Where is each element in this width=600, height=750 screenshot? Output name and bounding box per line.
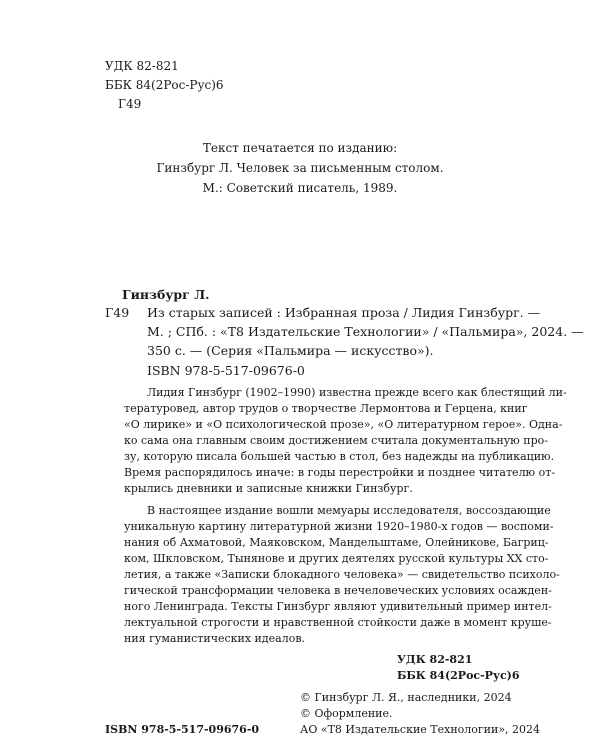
bbk-code: ББК 84(2Рос-Рус)6: [105, 78, 224, 92]
source-note-line-3: М.: Советский писатель, 1989.: [202, 181, 398, 195]
annotation-line: зу, которую писала большей частью в стол, без надежды на публикацию.: [124, 450, 555, 463]
bib-line-1: Из старых записей : Избранная проза / Лидия Гинзбург. —: [147, 305, 541, 320]
annotation-line: ния гуманистических идеалов.: [124, 632, 306, 645]
copyright-line-1: © Гинзбург Л. Я., наследники, 2024: [300, 691, 512, 704]
annotation-line: летия, а также «Записки блокадного человека» — свидетельство психоло-: [124, 568, 560, 581]
copyright-line-3: АО «Т8 Издательские Технологии», 2024: [300, 723, 541, 736]
annotation-line: ком, Шкловском, Тынянове и других деятелях русской культуры XX сто-: [124, 552, 549, 565]
bib-author-mark: Г49: [105, 305, 130, 320]
footer-isbn: ISBN 978-5-517-09676-0: [105, 723, 260, 736]
annotation-line: Время распорядилось иначе: в годы перестройки и позднее читателю от-: [124, 466, 556, 479]
annotation-line: «О лирике» и «О психологической прозе», «О литературном герое». Одна-: [124, 418, 563, 431]
source-note-line-2: Гинзбург Л. Человек за письменным столом.: [156, 161, 444, 175]
annotation-line: Лидия Гинзбург (1902–1990) известна прежде всего как блестящий ли-: [147, 386, 567, 399]
source-note-line-1: Текст печатается по изданию:: [202, 141, 398, 155]
bib-line-2: М. ; СПб. : «Т8 Издательские Технологии» / «Пальмира», 2024. —: [147, 324, 584, 339]
annotation-line: ко сама она главным своим достижением считала документальную про-: [124, 434, 548, 447]
annotation-line: тературовед, автор трудов о творчестве Лермонтова и Герцена, книг: [124, 402, 528, 415]
udk-code: УДК 82-821: [105, 59, 179, 73]
bib-isbn: ISBN 978-5-517-09676-0: [147, 363, 305, 378]
annotation-line: В настоящее издание вошли мемуары исследователя, воссоздающие: [147, 504, 551, 517]
annotation-line: гической трансформации человека в нечеловеческих условиях осажден-: [124, 584, 552, 597]
annotation-line: нания об Ахматовой, Маяковском, Мандельштаме, Олейникове, Багриц-: [124, 536, 549, 549]
bib-line-3: 350 с. — (Серия «Пальмира — искусство»).: [147, 343, 434, 358]
annotation-line: ного Ленинграда. Тексты Гинзбург являют удивительный пример интел-: [124, 600, 552, 613]
footer-bbk-code: ББК 84(2Рос-Рус)6: [397, 669, 520, 682]
bib-author: Гинзбург Л.: [122, 287, 210, 302]
footer-udk-code: УДК 82-821: [397, 653, 473, 666]
author-mark: Г49: [118, 97, 142, 111]
annotation-line: крылись дневники и записные книжки Гинзбург.: [124, 482, 413, 495]
annotation-line: уникальную картину литературной жизни 1920–1980-х годов — воспоми-: [124, 520, 554, 533]
copyright-line-2: © Оформление.: [300, 707, 393, 720]
annotation-line: лектуальной строгости и нравственной стойкости даже в момент круше-: [124, 616, 552, 629]
